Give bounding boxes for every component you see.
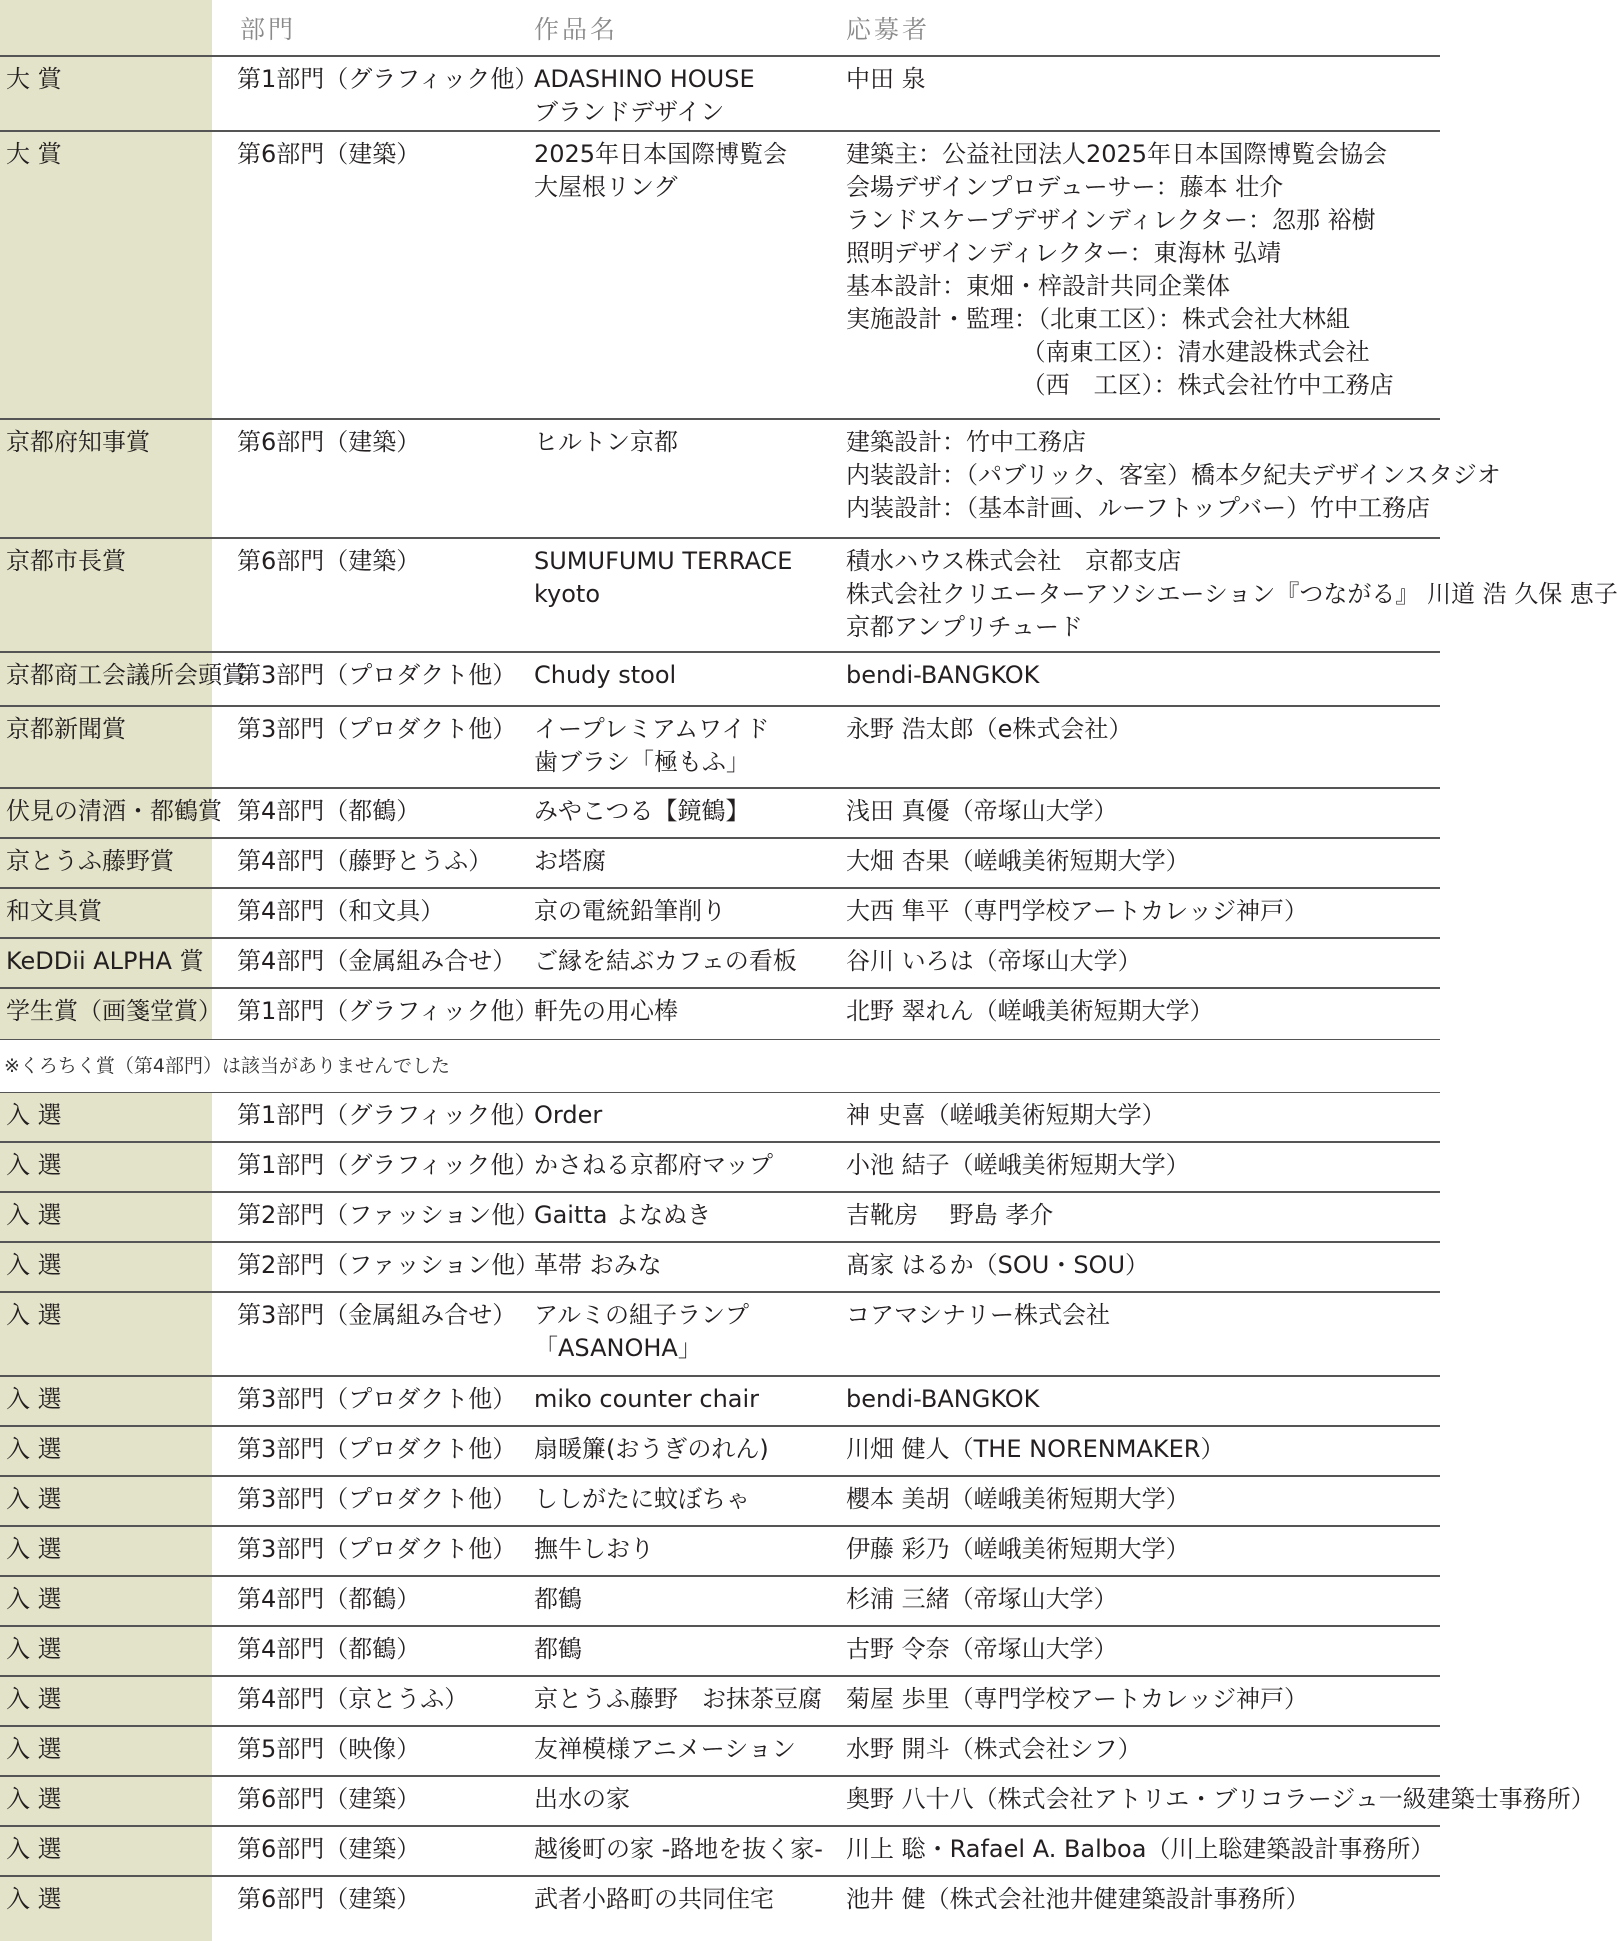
header-applicant: 応募者 (846, 15, 931, 44)
applicant (846, 895, 1308, 928)
category: 第4部門（和文具） (237, 897, 445, 925)
applicant-line: 北野 翠れん（嵯峨美術短期大学） (846, 997, 1214, 1025)
award-name: 入 選 (6, 1385, 62, 1413)
award-name: 入 選 (6, 1201, 62, 1229)
applicant-line: 古野 令奈（帝塚山大学） (846, 1635, 1118, 1663)
applicant (846, 1783, 1595, 1816)
work-title-line: 京の電統鉛筆削り (534, 897, 726, 925)
work-title (534, 426, 678, 459)
award-name: 京都商工会議所会頭賞 (6, 661, 246, 689)
applicant (846, 795, 1118, 828)
applicant-line: 内装設計：（パブリック、客室）橋本夕紀夫デザインスタジオ (846, 461, 1501, 489)
applicant (846, 995, 1214, 1028)
table-row (0, 1776, 1595, 1826)
category: 第1部門（グラフィック他） (237, 1151, 539, 1179)
applicant-line: 内装設計：（基本計画、ルーフトップバー）竹中工務店 (846, 494, 1431, 522)
award-name: 入 選 (6, 1435, 62, 1463)
applicant (846, 1683, 1308, 1716)
award-name: 入 選 (6, 1685, 62, 1713)
award-name: KeDDii ALPHA 賞 (6, 947, 204, 975)
work-title-line: SUMUFUMU TERRACE (534, 547, 793, 575)
category: 第4部門（京とうふ） (237, 1685, 469, 1713)
table-row (0, 1142, 1440, 1192)
applicant-line: 川上 聡・Rafael A. Balboa（川上聡建築設計事務所） (846, 1835, 1435, 1863)
applicant (846, 63, 926, 96)
applicant-line: 杉浦 三緒（帝塚山大学） (846, 1585, 1118, 1613)
table-row (0, 1192, 1440, 1242)
category: 第3部門（プロダクト他） (237, 1535, 517, 1563)
work-title-line: 革帯 おみな (534, 1251, 662, 1279)
work-title (534, 795, 750, 828)
table-row (0, 1676, 1440, 1726)
table-row (0, 1476, 1440, 1526)
work-title (534, 1299, 749, 1365)
work-title-line: Chudy stool (534, 661, 677, 689)
work-title (534, 945, 797, 978)
applicant-line: 浅田 真優（帝塚山大学） (846, 797, 1118, 825)
work-title-line: 軒先の用心棒 (534, 997, 678, 1025)
work-title (534, 545, 792, 611)
applicant (846, 1299, 1110, 1332)
category: 第1部門（グラフィック他） (237, 65, 539, 93)
work-title-line: 越後町の家 -路地を抜く家- (534, 1835, 823, 1863)
applicant (846, 1583, 1118, 1616)
award-name: 入 選 (6, 1101, 62, 1129)
work-title (534, 1883, 774, 1916)
applicant-line: （西 工区）：株式会社竹中工務店 (846, 371, 1394, 399)
award-name: 入 選 (6, 1635, 62, 1663)
footnote: ※くろちく賞（第4部門）は該当がありませんでした (4, 1055, 451, 1077)
award-name: 伏見の清酒・都鶴賞 (6, 797, 222, 825)
category: 第6部門（建築） (237, 428, 421, 456)
table-row (0, 419, 1501, 538)
work-title-line: 都鶴 (534, 1635, 582, 1663)
table-row (0, 538, 1618, 652)
work-title-line: みやこつる【鏡鶴】 (534, 797, 750, 825)
category: 第4部門（都鶴） (237, 797, 421, 825)
work-title (534, 713, 769, 779)
applicant-line: 髙家 はるか（SOU・SOU） (846, 1251, 1150, 1279)
table-row (0, 1242, 1440, 1292)
applicant (846, 1249, 1149, 1282)
table-row (0, 1576, 1440, 1626)
work-title-line: 大屋根リング (534, 173, 678, 201)
category: 第3部門（プロダクト他） (237, 1385, 517, 1413)
applicant (846, 138, 1394, 402)
category: 第4部門（都鶴） (237, 1635, 421, 1663)
work-title-line: kyoto (534, 580, 601, 608)
category: 第6部門（建築） (237, 1885, 421, 1913)
applicant (846, 945, 1142, 978)
award-name: 京とうふ藤野賞 (6, 847, 174, 875)
table-row (0, 1376, 1440, 1426)
applicant-line: 建築設計：竹中工務店 (846, 428, 1086, 456)
applicant-line: 実施設計・監理：（北東工区）：株式会社大林組 (846, 305, 1350, 333)
work-title-line: ししがたに蚊ぼちゃ (534, 1485, 750, 1513)
work-title-line: ヒルトン京都 (534, 428, 678, 456)
applicant-line: 池井 健（株式会社池井健建築設計事務所） (846, 1885, 1310, 1913)
award-name: 入 選 (6, 1535, 62, 1563)
table-row (0, 788, 1440, 838)
table-row (0, 1426, 1440, 1476)
work-title-line: 「ASANOHA」 (534, 1334, 702, 1362)
applicant-line: 積水ハウス株式会社 京都支店 (846, 547, 1182, 575)
applicant-line: コアマシナリー株式会社 (846, 1301, 1110, 1329)
award-name: 入 選 (6, 1251, 62, 1279)
award-name: 入 選 (6, 1735, 62, 1763)
work-title-line: 武者小路町の共同住宅 (534, 1885, 774, 1913)
work-title-line: 出水の家 (534, 1785, 630, 1813)
applicant (846, 1733, 1142, 1766)
category: 第3部門（プロダクト他） (237, 1435, 517, 1463)
applicant (846, 1433, 1224, 1466)
table-row (0, 56, 1440, 131)
award-name: 入 選 (6, 1885, 62, 1913)
applicant (846, 1633, 1118, 1666)
table-row (0, 706, 1440, 788)
table-row (0, 888, 1440, 938)
applicant (846, 426, 1501, 525)
award-name: 入 選 (6, 1301, 62, 1329)
applicant (846, 845, 1190, 878)
category: 第3部門（プロダクト他） (237, 715, 517, 743)
applicant (846, 1483, 1190, 1516)
applicant-line: 大西 隼平（専門学校アートカレッジ神戸） (846, 897, 1308, 925)
work-title-line: 京とうふ藤野 お抹茶豆腐 (534, 1685, 822, 1713)
work-title (534, 659, 676, 692)
header-work: 作品名 (534, 15, 619, 44)
applicant-line: 吉靴房 野島 孝介 (846, 1201, 1054, 1229)
table-row (0, 1726, 1440, 1776)
applicant (846, 1883, 1310, 1916)
applicant (846, 1149, 1190, 1182)
applicant (846, 1833, 1434, 1866)
award-name: 京都府知事賞 (6, 428, 150, 456)
award-name: 大 賞 (6, 65, 62, 93)
work-title (534, 138, 787, 204)
work-title-line: Order (534, 1101, 603, 1129)
work-title (534, 1633, 582, 1666)
applicant-line: 神 史喜（嵯峨美術短期大学） (846, 1101, 1166, 1129)
applicant-line: bendi-BANGKOK (846, 661, 1040, 689)
work-title (534, 1533, 654, 1566)
work-title (534, 1383, 759, 1416)
table-row (0, 1526, 1440, 1576)
note-row (0, 1040, 1440, 1092)
work-title-line: 撫牛しおり (534, 1535, 654, 1563)
work-title (534, 1683, 822, 1716)
work-title-line: イープレミアムワイド (534, 715, 770, 743)
work-title (534, 1783, 630, 1816)
category: 第6部門（建築） (237, 1835, 421, 1863)
award-name: 大 賞 (6, 140, 62, 168)
category: 第6部門（建築） (237, 140, 421, 168)
applicant-line: 中田 泉 (846, 65, 926, 93)
category: 第6部門（建築） (237, 547, 421, 575)
table-row (0, 1092, 1440, 1142)
category: 第6部門（建築） (237, 1785, 421, 1813)
award-name: 京都市長賞 (6, 547, 126, 575)
table-row (0, 988, 1440, 1040)
work-title-line: Gaitta よなぬき (534, 1201, 712, 1229)
award-name: 入 選 (6, 1485, 62, 1513)
table-row (0, 1626, 1440, 1676)
award-name: 入 選 (6, 1585, 62, 1613)
work-title (534, 1249, 662, 1282)
applicant-line: 会場デザインプロデューサー：藤本 壮介 (846, 173, 1284, 201)
applicant-line: 奥野 八十八（株式会社アトリエ・ブリコラージュ一級建築士事務所） (846, 1785, 1595, 1813)
work-title (534, 1433, 769, 1466)
table-row (0, 652, 1440, 706)
applicant-line: 伊藤 彩乃（嵯峨美術短期大学） (846, 1535, 1190, 1563)
work-title (534, 1099, 602, 1132)
category: 第3部門（プロダクト他） (237, 661, 517, 689)
category: 第2部門（ファッション他） (237, 1201, 540, 1229)
applicant (846, 659, 1039, 692)
work-title-line: ブランドデザイン (534, 98, 725, 126)
applicant-line: 大畑 杏果（嵯峨美術短期大学） (846, 847, 1190, 875)
applicant-line: ランドスケープデザインディレクター：忽那 裕樹 (846, 206, 1376, 234)
work-title-line: 2025年日本国際博覧会 (534, 140, 788, 168)
applicant-line: 小池 結子（嵯峨美術短期大学） (846, 1151, 1190, 1179)
work-title (534, 63, 755, 129)
award-name: 入 選 (6, 1151, 62, 1179)
work-title-line: 扇暖簾(おうぎのれん) (534, 1435, 769, 1463)
work-title (534, 895, 726, 928)
work-title (534, 1733, 796, 1766)
applicant (846, 545, 1618, 644)
applicant-line: 谷川 いろは（帝塚山大学） (846, 947, 1142, 975)
category: 第3部門（金属組み合せ） (237, 1301, 517, 1329)
applicant-line: bendi-BANGKOK (846, 1385, 1040, 1413)
header-category: 部門 (240, 15, 297, 44)
applicant-line: 菊屋 歩里（専門学校アートカレッジ神戸） (846, 1685, 1308, 1713)
award-name: 入 選 (6, 1835, 62, 1863)
category: 第1部門（グラフィック他） (237, 1101, 539, 1129)
applicant-line: （南東工区）：清水建設株式会社 (846, 338, 1370, 366)
work-title (534, 1149, 773, 1182)
table-row (0, 838, 1440, 888)
work-title-line: ご縁を結ぶカフェの看板 (534, 947, 797, 975)
applicant-line: 照明デザインディレクター：東海林 弘靖 (846, 239, 1282, 267)
applicant (846, 1199, 1053, 1232)
applicant (846, 1099, 1166, 1132)
table-row (0, 938, 1440, 988)
work-title-line: お塔腐 (534, 847, 606, 875)
table-row (0, 1826, 1440, 1876)
award-name: 学生賞（画箋堂賞） (6, 997, 222, 1025)
award-name: 和文具賞 (6, 897, 102, 925)
work-title (534, 845, 606, 878)
work-title-line: 歯ブラシ「極もふ」 (534, 748, 750, 776)
category: 第3部門（プロダクト他） (237, 1485, 517, 1513)
applicant (846, 1383, 1039, 1416)
applicant-line: 株式会社クリエーターアソシエーション『つながる』 川道 浩 久保 恵子 (846, 580, 1618, 608)
table-row (0, 1292, 1440, 1376)
category: 第4部門（金属組み合せ） (237, 947, 517, 975)
work-title-line: ADASHINO HOUSE (534, 65, 755, 93)
category: 第4部門（都鶴） (237, 1585, 421, 1613)
work-title (534, 1833, 823, 1866)
work-title (534, 1199, 711, 1232)
applicant-line: 川畑 健人（THE NORENMAKER） (846, 1435, 1225, 1463)
applicant-line: 建築主：公益社団法人2025年日本国際博覧会協会 (846, 140, 1388, 168)
applicant-line: 基本設計：東畑・梓設計共同企業体 (846, 272, 1230, 300)
applicant (846, 713, 1132, 746)
award-name: 京都新聞賞 (6, 715, 126, 743)
category: 第1部門（グラフィック他） (237, 997, 539, 1025)
work-title-line: 都鶴 (534, 1585, 582, 1613)
work-title (534, 995, 678, 1028)
work-title-line: かさねる京都府マップ (534, 1151, 774, 1179)
applicant (846, 1533, 1190, 1566)
applicant-line: 水野 開斗（株式会社シフ） (846, 1735, 1142, 1763)
table-row (0, 1876, 1440, 1941)
category: 第2部門（ファッション他） (237, 1251, 540, 1279)
award-name: 入 選 (6, 1785, 62, 1813)
applicant-line: 永野 浩太郎（e株式会社） (846, 715, 1133, 743)
applicant-line: 京都アンプリチュード (846, 613, 1083, 641)
category: 第4部門（藤野とうふ） (237, 847, 493, 875)
work-title (534, 1583, 582, 1616)
applicant-line: 櫻本 美胡（嵯峨美術短期大学） (846, 1485, 1190, 1513)
work-title (534, 1483, 750, 1516)
work-title-line: miko counter chair (534, 1385, 760, 1413)
work-title-line: アルミの組子ランプ (534, 1301, 750, 1329)
category: 第5部門（映像） (237, 1735, 421, 1763)
work-title-line: 友禅模様アニメーション (534, 1735, 796, 1763)
table-row (0, 131, 1440, 419)
